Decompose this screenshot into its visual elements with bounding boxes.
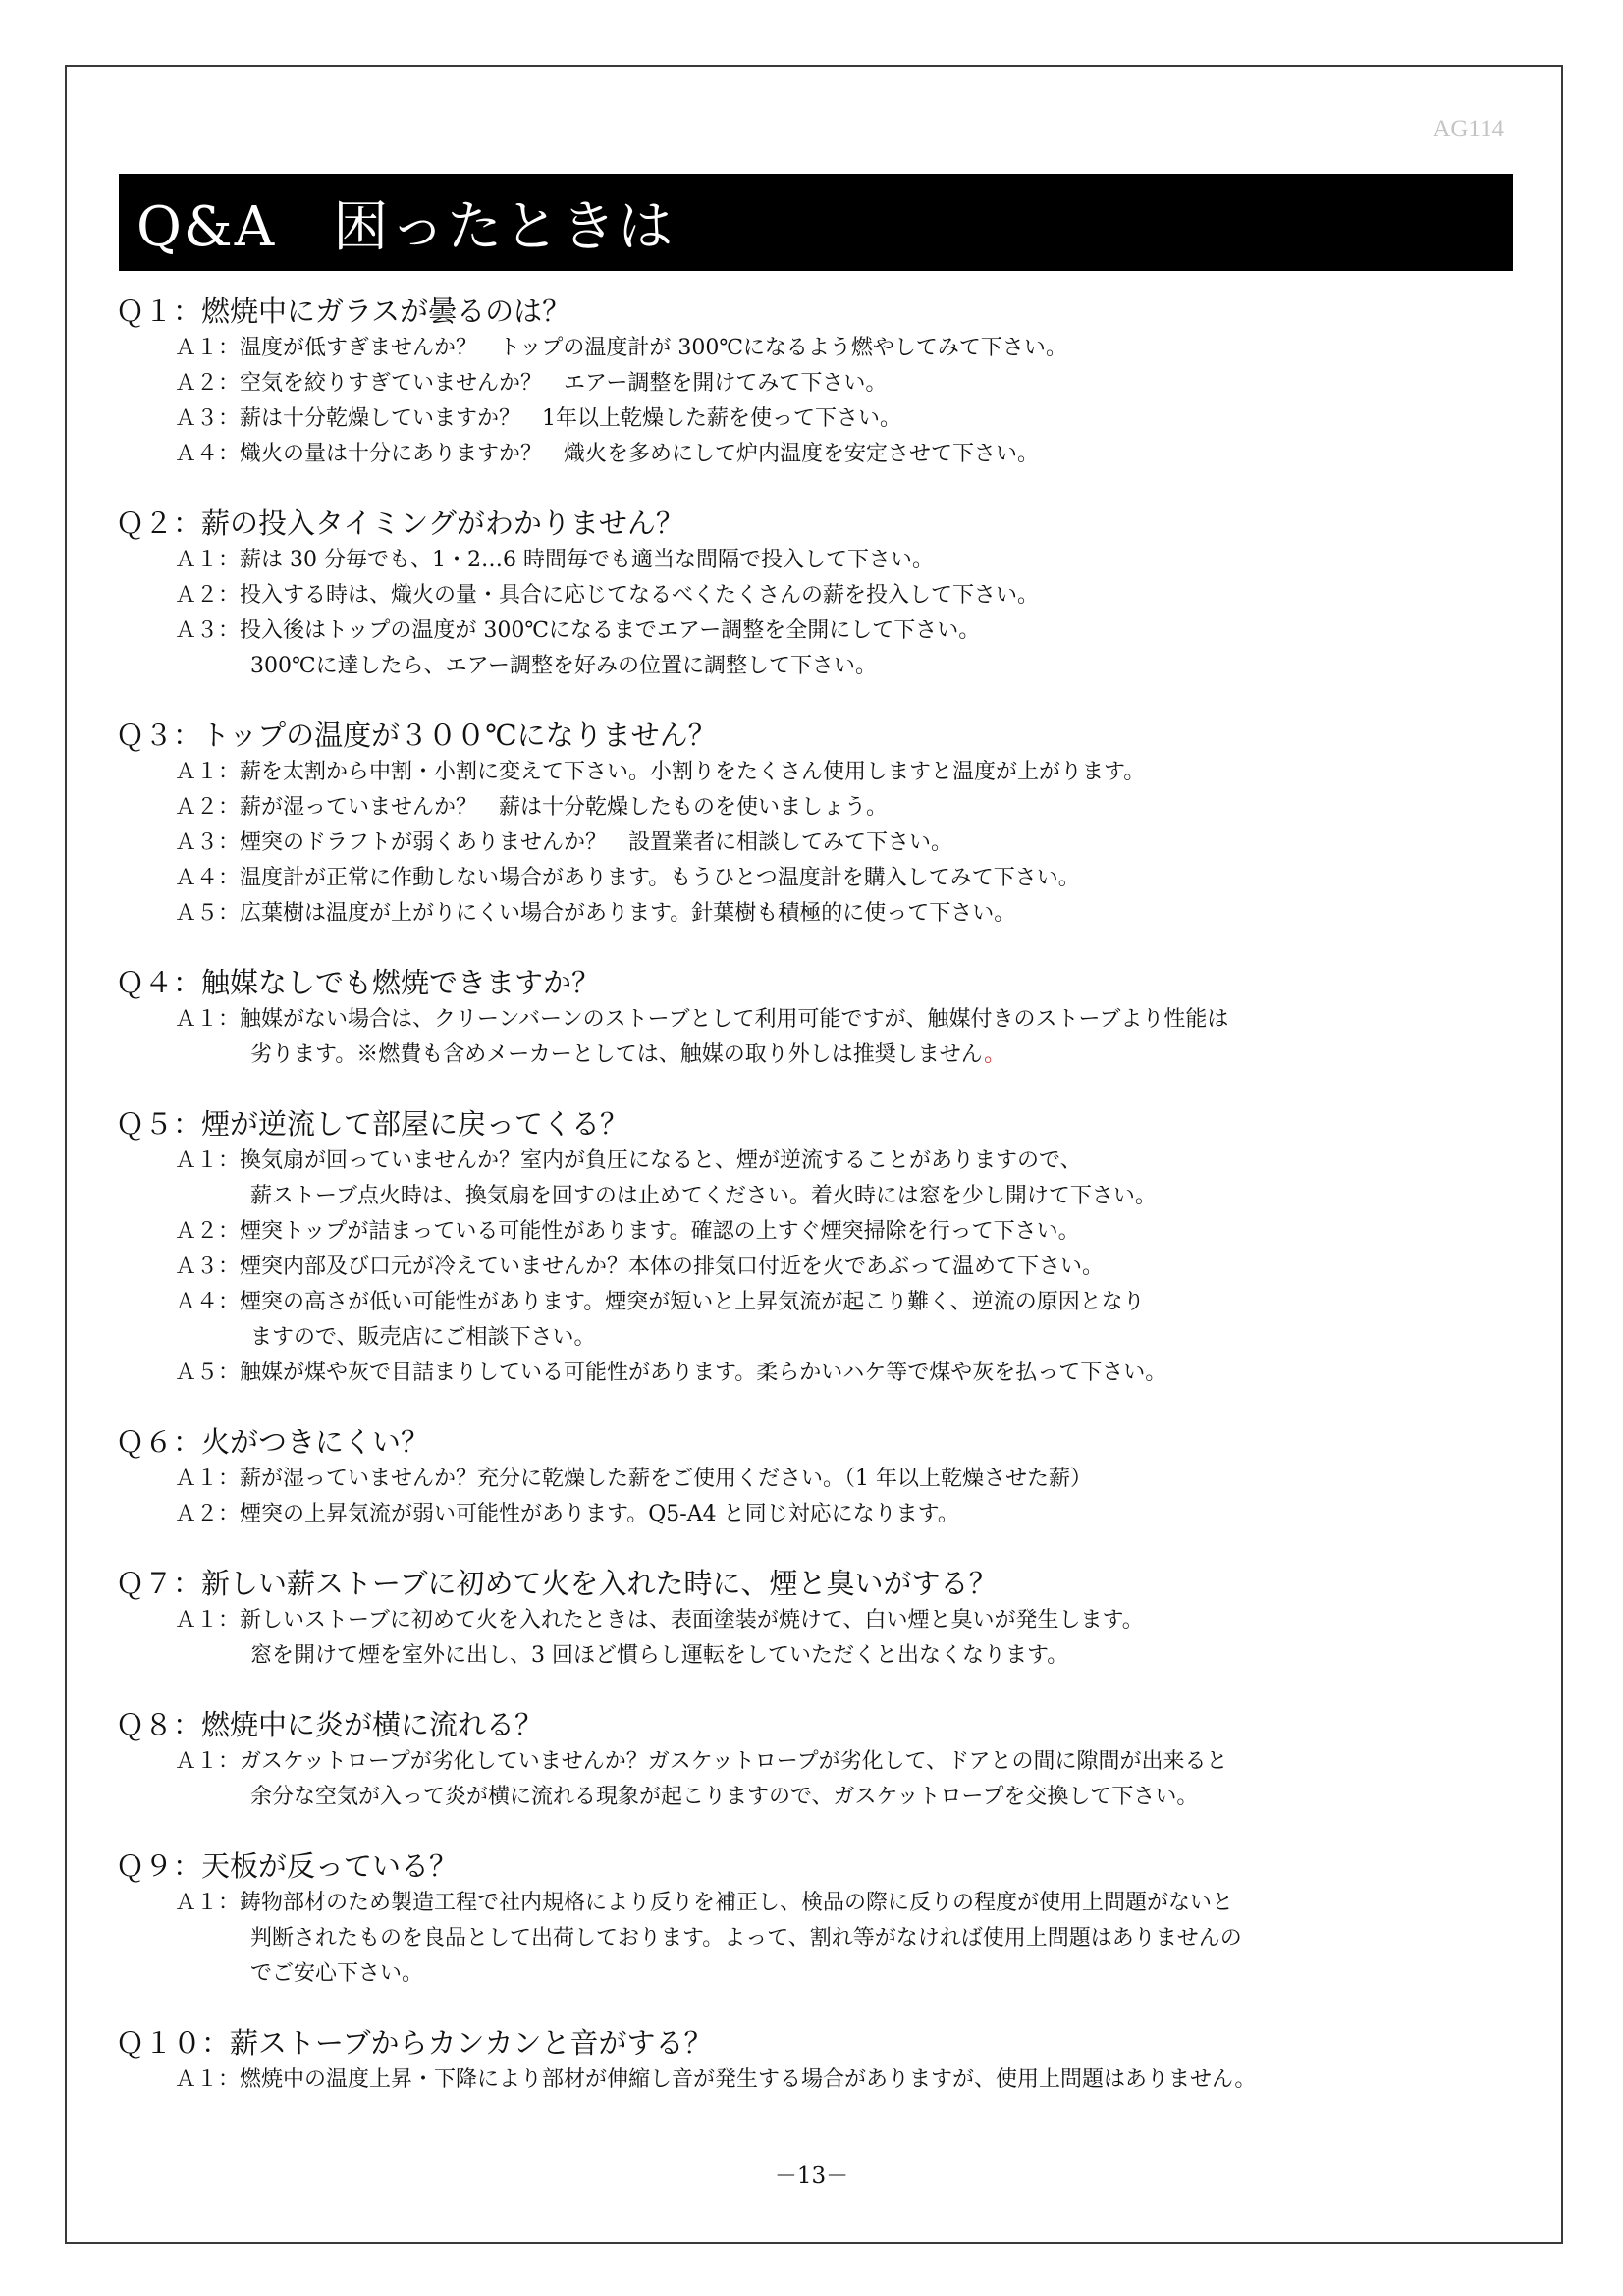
- qa-section-9: [116, 1846, 1520, 1992]
- answers-5: [116, 1144, 1520, 1391]
- answers-10: [116, 2062, 1520, 2098]
- page-title: Q&A 困ったときは: [119, 174, 1513, 271]
- answers-3: [116, 755, 1520, 932]
- qa-section-8: [116, 1705, 1520, 1815]
- answers-7: [116, 1603, 1520, 1674]
- answer-line: Ａ２：薪が湿っていませんか？ 薪は十分乾燥したものを使いましょう。: [175, 795, 889, 820]
- document-code: AG114: [1433, 116, 1504, 142]
- answer-line: Ａ１：新しいストーブに初めて火を入れたときは、表面塗装が焼けて、白い煙と臭いが発生します。: [175, 1608, 1144, 1632]
- question-5: Ｑ５：煙が逆流して部屋に戻ってくる？: [116, 1107, 629, 1141]
- question-8: Ｑ８：燃焼中に炎が横に流れる？: [116, 1708, 544, 1741]
- answer-line: Ａ３：薪は十分乾燥していますか？ 1年以上乾燥した薪を使って下さい。: [175, 406, 901, 431]
- answer-line: Ａ４：熾火の量は十分にありますか？ 熾火を多めにして炉内温度を安定させて下さい。: [175, 442, 1040, 466]
- page-number: －13－: [774, 2163, 849, 2189]
- answer-continuation-line: 余分な空気が入って炎が横に流れる現象が起こりますので、ガスケットロープを交換して下さい。: [250, 1785, 1199, 1809]
- question-9: Ｑ９：天板が反っている？: [116, 1849, 459, 1883]
- answer-line: Ａ１：薪を太割から中割・小割に変えて下さい。小割りをたくさん使用しますと温度が上がります。: [175, 760, 1146, 784]
- question-4: Ｑ４：触媒なしでも燃焼できますか？: [116, 966, 601, 999]
- qa-section-10: [116, 2023, 1520, 2098]
- answer-line: Ａ１：鋳物部材のため製造工程で社内規格により反りを補正し、検品の際に反りの程度が使用上問題がないと: [175, 1891, 1234, 1915]
- answer-line: Ａ１：燃焼中の温度上昇・下降により部材が伸縮し音が発生する場合がありますが、使用上問題はありません。: [175, 2067, 1257, 2092]
- answer-continuation-line: でご安心下さい。: [250, 1961, 424, 1986]
- answers-4: [116, 1002, 1520, 1073]
- answer-line: Ａ４：温度計が正常に作動しない場合があります。もうひとつ温度計を購入してみて下さい。: [175, 866, 1080, 890]
- answers-2: [116, 543, 1520, 684]
- question-10: Ｑ１０：薪ストーブからカンカンと音がする？: [116, 2026, 713, 2059]
- answers-1: [116, 331, 1520, 472]
- answer-line: Ａ１：薪が湿っていませんか？充分に乾燥した薪をご使用ください。（1 年以上乾燥させた薪）: [175, 1467, 1092, 1491]
- answer-line: Ａ２：空気を絞りすぎていませんか？ エアー調整を開けてみて下さい。: [175, 371, 888, 396]
- answer-line: Ａ１：温度が低すぎませんか？ トップの温度計が 300℃になるよう燃やしてみて下さい。: [175, 336, 1067, 360]
- answer-continuation-line: 判断されたものを良品として出荷しております。よって、割れ等がなければ使用上問題はありませんの: [250, 1926, 1242, 1950]
- qa-section-3: [116, 716, 1520, 932]
- answer-line: Ａ３：煙突のドラフトが弱くありませんか？ 設置業者に相談してみて下さい。: [175, 830, 953, 855]
- answer-continuation-line: 窓を開けて煙を室外に出し、3 回ほど慣らし運転をしていただくと出なくなります。: [250, 1643, 1069, 1668]
- answers-9: [116, 1886, 1520, 1992]
- qa-section-1: [116, 292, 1520, 472]
- qa-section-2: [116, 504, 1520, 684]
- question-3: Ｑ３：トップの温度が３００℃になりません？: [116, 719, 717, 752]
- answer-continuation-line: ますので、販売店にご相談下さい。: [250, 1325, 596, 1350]
- answer-line: Ａ３：投入後はトップの温度が 300℃になるまでエアー調整を全開にして下さい。: [175, 618, 981, 643]
- answer-continuation-line: 薪ストーブ点火時は、換気扇を回すのは止めてください。着火時には窓を少し開けて下さい。: [250, 1184, 1157, 1208]
- qa-section-6: [116, 1422, 1520, 1532]
- qa-section-7: [116, 1564, 1520, 1674]
- qa-section-5: [116, 1104, 1520, 1391]
- answers-8: [116, 1744, 1520, 1815]
- answer-line: Ａ４：煙突の高さが低い可能性があります。煙突が短いと上昇気流が起こり難く、逆流の原因となり: [175, 1290, 1145, 1314]
- answers-6: [116, 1462, 1520, 1532]
- question-6: Ｑ６：火がつきにくい？: [116, 1425, 430, 1459]
- answer-line: Ａ３：煙突内部及び口元が冷えていませんか？本体の排気口付近を火であぶって温めて下さい。: [175, 1255, 1105, 1279]
- answer-continuation-line: [175, 1038, 1520, 1073]
- red-period-mark: 。: [984, 1042, 1006, 1067]
- answer-line: Ａ２：投入する時は、熾火の量・具合に応じてなるべくたくさんの薪を投入して下さい。: [175, 583, 1040, 608]
- answer-line: Ａ１：薪は 30 分毎でも、1・2…6 時間毎でも適当な間隔で投入して下さい。: [175, 548, 934, 572]
- answer-line: Ａ１：触媒がない場合は、クリーンバーンのストーブとして利用可能ですが、触媒付きのストーブより性能は: [175, 1007, 1229, 1032]
- answer-line: Ａ５：触媒が煤や灰で目詰まりしている可能性があります。柔らかいハケ等で煤や灰を払って下さい。: [175, 1361, 1167, 1385]
- question-2: Ｑ２：薪の投入タイミングがわかりません？: [116, 507, 684, 540]
- answer-line: Ａ５：広葉樹は温度が上がりにくい場合があります。針葉樹も積極的に使って下さい。: [175, 901, 1016, 926]
- question-7: Ｑ７：新しい薪ストーブに初めて火を入れた時に、煙と臭いがする？: [116, 1567, 998, 1600]
- qa-content: [116, 292, 1520, 2129]
- answer-text: 劣ります。※燃費も含めメーカーとしては、触媒の取り外しは推奨しません: [250, 1042, 985, 1067]
- answer-line: Ａ２：煙突トップが詰まっている可能性があります。確認の上すぐ煙突掃除を行って下さい。: [175, 1219, 1080, 1244]
- answer-line: Ａ２：煙突の上昇気流が弱い可能性があります。Q5-A4 と同じ対応になります。: [175, 1502, 959, 1526]
- answer-line: Ａ１：換気扇が回っていませんか？室内が負圧になると、煙が逆流することがありますので、: [175, 1148, 1082, 1173]
- question-1: Ｑ１：燃焼中にガラスが曇るのは？: [116, 294, 571, 328]
- qa-section-4: [116, 963, 1520, 1073]
- answer-line: Ａ１：ガスケットロープが劣化していませんか？ガスケットロープが劣化して、ドアとの間に隙間が出来ると: [175, 1749, 1228, 1774]
- answer-continuation-line: 300℃に達したら、エアー調整を好みの位置に調整して下さい。: [250, 654, 877, 678]
